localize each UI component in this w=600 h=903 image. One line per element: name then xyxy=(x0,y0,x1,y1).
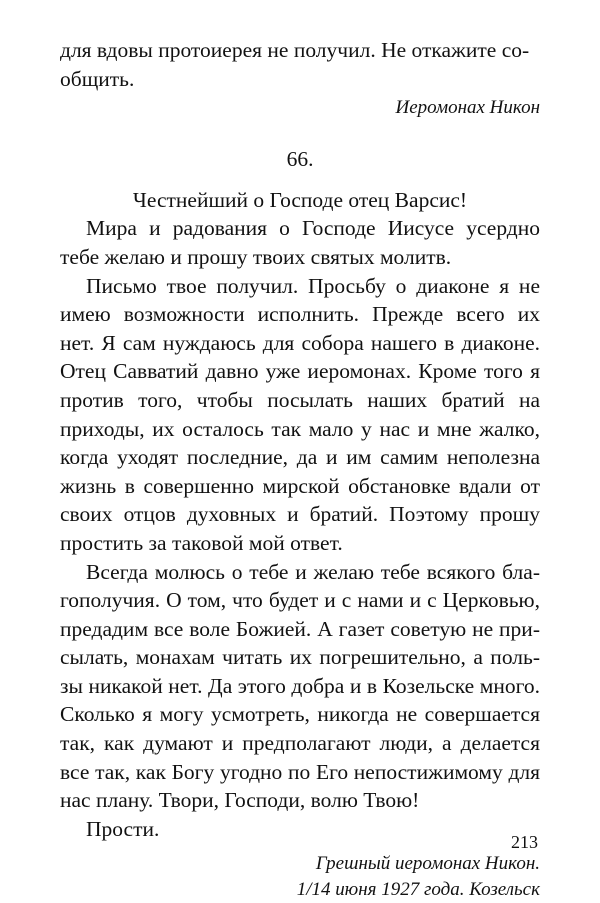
letter-paragraph-3: Всегда молюсь о тебе и желаю тебе всякого благополучия. О том, что будет и с нами и с Церковью, предадим все воле Божией. А газет советую не присылать, монахам читать их погрешительно, а пользы никакой нет. Да этого добра и в Козельске много. Сколько я могу усмотреть, никогда не совершается так, как думают и предполагают люди, а делается все так, как Богу угодно по Его непостижимому для нас плану. Твори, Господи, волю Твою! xyxy=(60,559,540,813)
page-number: 213 xyxy=(511,832,538,852)
letter-number: 66. xyxy=(286,147,314,172)
top-signature: Иеромонах Никон xyxy=(395,97,540,119)
top-fragment-text: для вдовы протоиерея не получил. Не откажите со- общить. xyxy=(60,38,530,91)
letter-paragraph-1: Мира и радования о Господе Иисусе усердно тебе желаю и прошу твоих святых молитв. xyxy=(60,216,540,269)
top-fragment-paragraph xyxy=(60,36,540,93)
letter-salutation: Честнейший о Господе отец Варсис! xyxy=(132,187,468,212)
letter-paragraph-4: Прости. xyxy=(86,816,160,841)
closing-date-place: 1/14 июня 1927 года. Козельск xyxy=(296,879,540,901)
letter-paragraph-2: Письмо твое получил. Просьбу о диаконе я не имею возможности исполнить. Прежде всего их нет. Я сам нуждаюсь для собора нашего в диаконе. Отец Савватий давно уже иеромонах. Кроме того я против того, чтобы посылать наших братий на приходы, их осталось так мало у нас и мне жалко, когда уходят последние, да и им самим неполезна жизнь в совершенно мирской обстановке вдали от своих отцов духовных и братий. Поэтому прошу простить за таковой мой ответ. xyxy=(60,273,540,555)
document-page xyxy=(60,36,540,903)
closing-block xyxy=(60,851,540,903)
closing-signature: Грешный иеромонах Никон. xyxy=(315,853,540,875)
